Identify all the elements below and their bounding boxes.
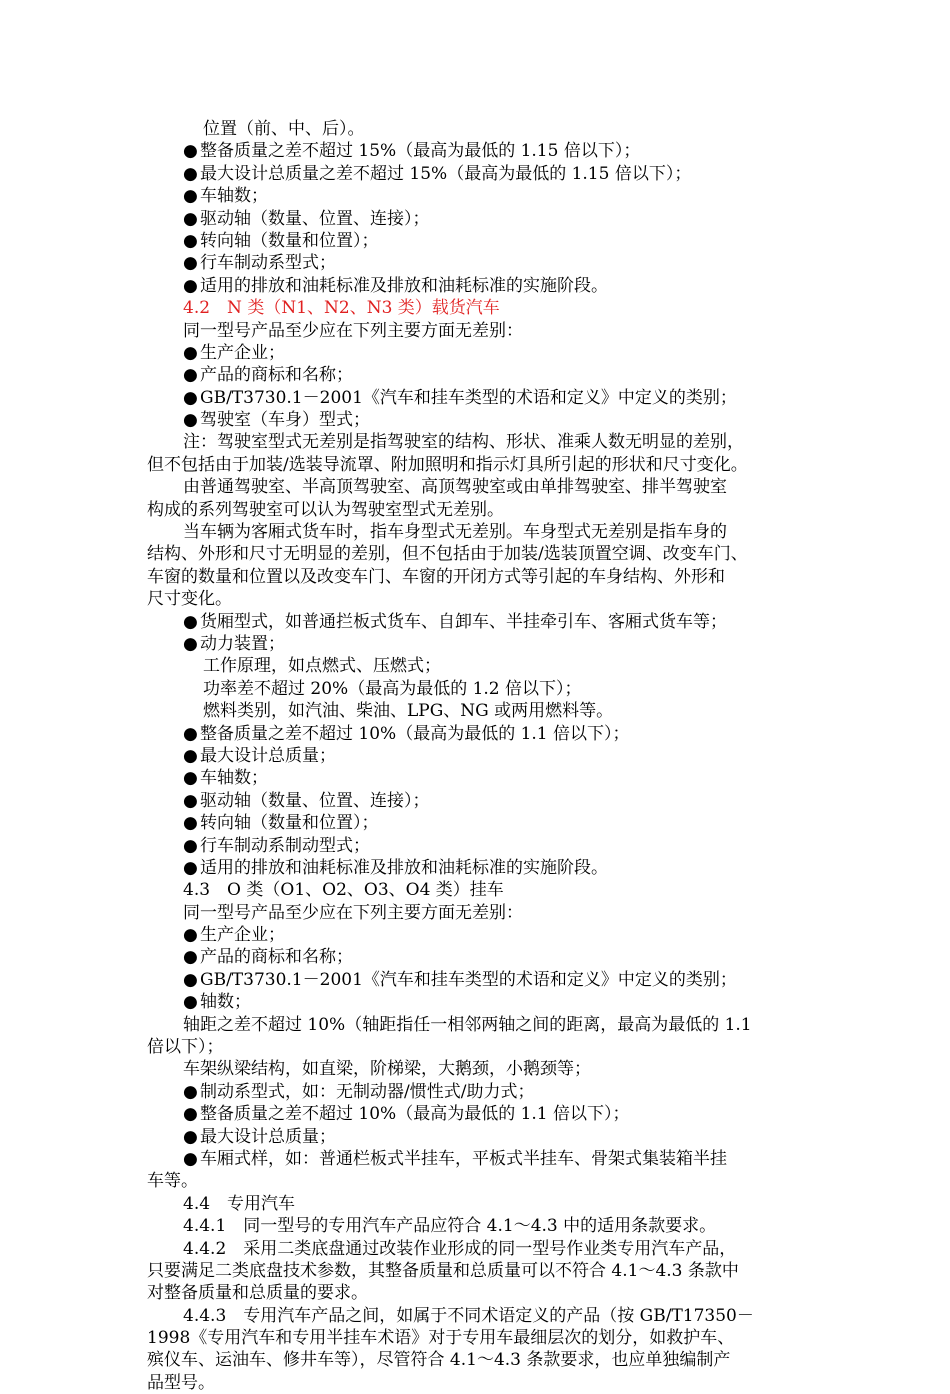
bullet-item: ● 车轴数； bbox=[183, 768, 268, 789]
bullet-icon: ● bbox=[183, 1126, 198, 1147]
text-line: 车窗的数量和位置以及改变车门、车窗的开闭方式等引起的车身结构、外形和 bbox=[147, 566, 725, 587]
bullet-item: ● 转向轴（数量和位置）； bbox=[183, 813, 379, 834]
text-line: 当车辆为客厢式货车时，指车身型式无差别。车身型式无差别是指车身的 bbox=[183, 522, 727, 543]
bullet-icon: ● bbox=[183, 723, 198, 744]
clause-line: 4.4.1 同一型号的专用汽车产品应符合 4.1～4.3 中的适用条款要求。 bbox=[183, 1216, 717, 1237]
bullet-icon: ● bbox=[183, 342, 198, 363]
bullet-icon: ● bbox=[183, 387, 198, 408]
bullet-icon: ● bbox=[183, 633, 198, 654]
clause-line: 殡仪车、运油车、修井车等），尽管符合 4.1～4.3 条款要求，也应单独编制产 bbox=[147, 1350, 731, 1371]
bullet-icon: ● bbox=[183, 410, 198, 431]
bullet-icon: ● bbox=[183, 1104, 198, 1125]
section-heading: 4.4 专用汽车 bbox=[183, 1193, 296, 1214]
bullet-icon: ● bbox=[183, 230, 198, 251]
bullet-item: ● 适用的排放和油耗标准及排放和油耗标准的实施阶段。 bbox=[183, 857, 608, 878]
bullet-icon: ● bbox=[183, 163, 198, 184]
text-line: 结构、外形和尺寸无明显的差别，但不包括由于加装/选装顶置空调、改变车门、 bbox=[147, 544, 748, 565]
bullet-icon: ● bbox=[183, 969, 198, 990]
bullet-item: ● 车厢式样，如：普通栏板式半挂车，平板式半挂车、骨架式集装箱半挂 bbox=[183, 1148, 727, 1169]
text-line: 倍以下）； bbox=[147, 1037, 224, 1058]
bullet-item: ● 生产企业； bbox=[183, 925, 285, 946]
bullet-item: ● 最大设计总质量； bbox=[183, 745, 336, 766]
bullet-item: ● 整备质量之差不超过 15%（最高为最低的 1.15 倍以下）； bbox=[183, 141, 641, 162]
document-page bbox=[0, 118, 950, 1394]
text-line: 轴距之差不超过 10%（轴距指任一相邻两轴之间的距离，最高为最低的 1.1 bbox=[183, 1014, 752, 1035]
clause-line: 品型号。 bbox=[147, 1372, 215, 1393]
text-line: 车架纵梁结构，如直梁，阶梯梁，大鹅颈，小鹅颈等； bbox=[183, 1059, 591, 1080]
note-line: 注：驾驶室型式无差别是指驾驶室的结构、形状、准乘人数无明显的差别， bbox=[183, 432, 744, 453]
section-heading: 4.3 O 类（O1、O2、O3、O4 类）挂车 bbox=[183, 880, 504, 901]
bullet-icon: ● bbox=[183, 208, 198, 229]
clause-line: 只要满足二类底盘技术参数，其整备质量和总质量可以不符合 4.1～4.3 条款中 bbox=[147, 1260, 739, 1281]
bullet-icon: ● bbox=[183, 1148, 198, 1169]
note-line: 但不包括由于加装/选装导流罩、附加照明和指示灯具所引起的形状和尺寸变化。 bbox=[147, 454, 748, 475]
bullet-item: ● 动力装置； bbox=[183, 633, 285, 654]
bullet-item: ● GB/T3730.1－2001《汽车和挂车类型的术语和定义》中定义的类别； bbox=[183, 387, 737, 408]
text-line: 由普通驾驶室、半高顶驾驶室、高顶驾驶室或由单排驾驶室、排半驾驶室 bbox=[183, 477, 727, 498]
bullet-icon: ● bbox=[183, 275, 198, 296]
bullet-item: ● 整备质量之差不超过 10%（最高为最低的 1.1 倍以下）； bbox=[183, 1104, 630, 1125]
bullet-icon: ● bbox=[183, 1081, 198, 1102]
text-line: 尺寸变化。 bbox=[147, 589, 232, 610]
bullet-item: ● 驾驶室（车身）型式； bbox=[183, 410, 370, 431]
bullet-icon: ● bbox=[183, 141, 198, 162]
bullet-item: ● 产品的商标和名称； bbox=[183, 365, 353, 386]
bullet-item: ● 轴数； bbox=[183, 992, 251, 1013]
bullet-item: ● 车轴数； bbox=[183, 186, 268, 207]
text-line: 构成的系列驾驶室可以认为驾驶室型式无差别。 bbox=[147, 499, 504, 520]
bullet-icon: ● bbox=[183, 611, 198, 632]
clause-line: 4.4.3 专用汽车产品之间，如属于不同术语定义的产品（按 GB/T17350－ bbox=[183, 1305, 754, 1326]
bullet-icon: ● bbox=[183, 365, 198, 386]
bullet-item: ● GB/T3730.1－2001《汽车和挂车类型的术语和定义》中定义的类别； bbox=[183, 969, 737, 990]
section-heading: 4.2 N 类（N1、N2、N3 类）载货汽车 bbox=[183, 298, 500, 319]
bullet-icon: ● bbox=[183, 992, 198, 1013]
bullet-icon: ● bbox=[183, 745, 198, 766]
bullet-item: ● 货厢型式，如普通拦板式货车、自卸车、半挂牵引车、客厢式货车等； bbox=[183, 611, 727, 632]
bullet-item: ● 驱动轴（数量、位置、连接）； bbox=[183, 208, 430, 229]
bullet-item: ● 最大设计总质量； bbox=[183, 1126, 336, 1147]
bullet-item: ● 驱动轴（数量、位置、连接）； bbox=[183, 790, 430, 811]
clause-line: 1998《专用汽车和专用半挂车术语》对于专用车最细层次的划分，如救护车、 bbox=[147, 1328, 735, 1349]
bullet-item: ● 最大设计总质量之差不超过 15%（最高为最低的 1.15 倍以下）； bbox=[183, 163, 692, 184]
text-line: 同一型号产品至少应在下列主要方面无差别： bbox=[183, 320, 523, 341]
bullet-icon: ● bbox=[183, 253, 198, 274]
text-line: 位置（前、中、后）。 bbox=[203, 119, 365, 139]
text-line: 同一型号产品至少应在下列主要方面无差别： bbox=[183, 902, 523, 923]
bullet-icon: ● bbox=[183, 947, 198, 968]
bullet-item: ● 转向轴（数量和位置）； bbox=[183, 230, 379, 251]
bullet-item: ● 产品的商标和名称； bbox=[183, 947, 353, 968]
clause-line: 对整备质量和总质量的要求。 bbox=[147, 1283, 368, 1304]
bullet-icon: ● bbox=[183, 835, 198, 856]
bullet-icon: ● bbox=[183, 790, 198, 811]
bullet-item: ● 行车制动系型式； bbox=[183, 253, 336, 274]
bullet-icon: ● bbox=[183, 186, 198, 207]
text-line: 车等。 bbox=[147, 1171, 198, 1192]
text-line: 功率差不超过 20%（最高为最低的 1.2 倍以下）； bbox=[203, 678, 582, 699]
bullet-item: ● 制动系型式，如：无制动器/惯性式/助力式； bbox=[183, 1081, 535, 1102]
bullet-icon: ● bbox=[183, 857, 198, 878]
bullet-icon: ● bbox=[183, 925, 198, 946]
bullet-item: ● 整备质量之差不超过 10%（最高为最低的 1.1 倍以下）； bbox=[183, 723, 630, 744]
text-line: 燃料类别，如汽油、柴油、LPG、NG 或两用燃料等。 bbox=[203, 701, 614, 722]
clause-line: 4.4.2 采用二类底盘通过改装作业形成的同一型号作业类专用汽车产品， bbox=[183, 1238, 737, 1259]
bullet-item: ● 适用的排放和油耗标准及排放和油耗标准的实施阶段。 bbox=[183, 275, 608, 296]
text-line: 工作原理，如点燃式、压燃式； bbox=[203, 656, 441, 677]
bullet-item: ● 生产企业； bbox=[183, 342, 285, 363]
bullet-icon: ● bbox=[183, 813, 198, 834]
bullet-icon: ● bbox=[183, 768, 198, 789]
bullet-item: ● 行车制动系制动型式； bbox=[183, 835, 370, 856]
